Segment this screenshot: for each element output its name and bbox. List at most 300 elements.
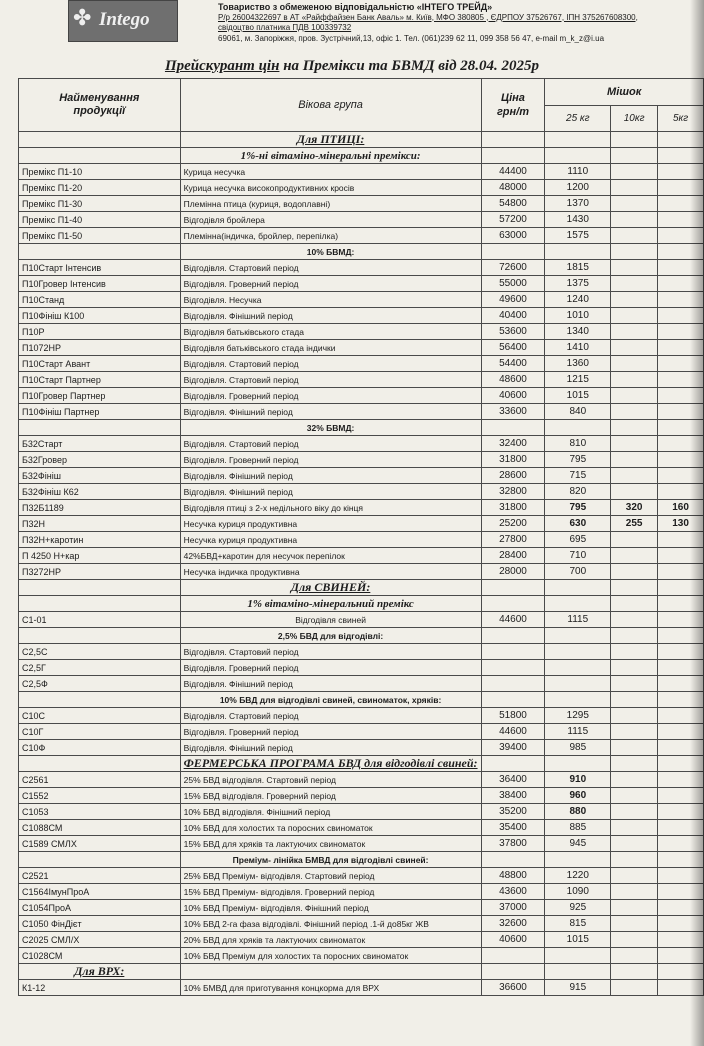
product-code: Премікс П1-10 bbox=[19, 164, 181, 180]
age-group: Відгодівля батьківського стада bbox=[180, 324, 481, 340]
section-title: 10% БВД для відгодівлі свиней, свиноматок, хряків: bbox=[180, 692, 481, 708]
bag-25kg-price: 1015 bbox=[545, 388, 611, 404]
section-left-cell bbox=[19, 244, 181, 260]
subsection-header-row bbox=[19, 244, 704, 260]
empty-cell bbox=[481, 596, 545, 612]
table-row bbox=[19, 484, 704, 500]
bag-25kg-price: 1815 bbox=[545, 260, 611, 276]
section-title: 1%-ні вітаміно-мінеральні премікси: bbox=[180, 148, 481, 164]
product-code: С2561 bbox=[19, 772, 181, 788]
empty-cell bbox=[545, 132, 611, 148]
section-header-row bbox=[19, 964, 704, 980]
bag-10kg-price bbox=[611, 916, 658, 932]
age-group: 15% БВД для хряків та лактуючих свиноматок bbox=[180, 836, 481, 852]
price-per-ton: 31800 bbox=[481, 452, 545, 468]
age-group: Курица несучка високопродуктивних кросів bbox=[180, 180, 481, 196]
bag-25kg-price: 985 bbox=[545, 740, 611, 756]
bag-25kg-price: 1090 bbox=[545, 884, 611, 900]
product-code: С1552 bbox=[19, 788, 181, 804]
table-row bbox=[19, 820, 704, 836]
price-per-ton: 49600 bbox=[481, 292, 545, 308]
table-row bbox=[19, 212, 704, 228]
table-row bbox=[19, 788, 704, 804]
age-group: Відгодівля. Несучка bbox=[180, 292, 481, 308]
bag-10kg-price bbox=[611, 836, 658, 852]
product-code: П10Старт Авант bbox=[19, 356, 181, 372]
table-row bbox=[19, 452, 704, 468]
bag-25kg-price: 810 bbox=[545, 436, 611, 452]
table-row bbox=[19, 564, 704, 580]
table-row bbox=[19, 324, 704, 340]
empty-cell bbox=[545, 964, 611, 980]
age-group: Відгодівля. Стартовий період bbox=[180, 708, 481, 724]
table-row bbox=[19, 388, 704, 404]
age-group: 25% БВД Преміум- відгодівля. Стартовий період bbox=[180, 868, 481, 884]
age-group: Відгодівля бройлера bbox=[180, 212, 481, 228]
section-left-cell bbox=[19, 132, 181, 148]
company-name: Товариство з обмеженою відповідальністю «ІНТЕГО ТРЕЙД» bbox=[218, 2, 493, 12]
table-row bbox=[19, 676, 704, 692]
age-group: Племінна(індичка, бройлер, перепілка) bbox=[180, 228, 481, 244]
price-per-ton: 28400 bbox=[481, 548, 545, 564]
table-row bbox=[19, 612, 704, 628]
header-age-group: Вікова група bbox=[180, 79, 481, 132]
bag-25kg-price bbox=[545, 644, 611, 660]
bag-10kg-price bbox=[611, 468, 658, 484]
section-left-cell bbox=[19, 420, 181, 436]
price-per-ton: 72600 bbox=[481, 260, 545, 276]
page-edge-shadow bbox=[690, 0, 704, 1046]
price-per-ton: 37800 bbox=[481, 836, 545, 852]
table-row bbox=[19, 340, 704, 356]
bag-25kg-price bbox=[545, 660, 611, 676]
bag-10kg-price bbox=[611, 260, 658, 276]
age-group: Несучка індичка продуктивна bbox=[180, 564, 481, 580]
table-row bbox=[19, 196, 704, 212]
age-group: Відгодівля птиці з 2-х недільного віку до кінця bbox=[180, 500, 481, 516]
table-header-row bbox=[19, 79, 704, 106]
age-group: 10% БВД відгодівля. Фінішний період bbox=[180, 804, 481, 820]
section-title: ФЕРМЕРСЬКА ПРОГРАМА БВД для відгодівлі свиней: bbox=[180, 756, 481, 772]
product-code: П32Н bbox=[19, 516, 181, 532]
age-group: Відгодівля. Стартовий період bbox=[180, 260, 481, 276]
bag-10kg-price bbox=[611, 308, 658, 324]
bag-10kg-price bbox=[611, 212, 658, 228]
bag-25kg-price: 885 bbox=[545, 820, 611, 836]
price-per-ton: 54400 bbox=[481, 356, 545, 372]
price-per-ton: 44600 bbox=[481, 724, 545, 740]
price-per-ton: 55000 bbox=[481, 276, 545, 292]
bag-25kg-price: 925 bbox=[545, 900, 611, 916]
price-per-ton: 54800 bbox=[481, 196, 545, 212]
empty-cell bbox=[545, 692, 611, 708]
product-code: П10Станд bbox=[19, 292, 181, 308]
table-row bbox=[19, 436, 704, 452]
bag-10kg-price bbox=[611, 228, 658, 244]
price-per-ton: 31800 bbox=[481, 500, 545, 516]
section-left-cell bbox=[19, 756, 181, 772]
price-per-ton: 63000 bbox=[481, 228, 545, 244]
price-per-ton: 27800 bbox=[481, 532, 545, 548]
product-code: П10Старт Інтенсив bbox=[19, 260, 181, 276]
bag-10kg-price bbox=[611, 788, 658, 804]
section-header-row bbox=[19, 132, 704, 148]
product-code: С2,5С bbox=[19, 644, 181, 660]
table-row bbox=[19, 660, 704, 676]
empty-cell bbox=[611, 692, 658, 708]
price-per-ton: 51800 bbox=[481, 708, 545, 724]
table-row bbox=[19, 900, 704, 916]
bag-10kg-price bbox=[611, 340, 658, 356]
bag-25kg-price: 840 bbox=[545, 404, 611, 420]
section-left-cell bbox=[19, 148, 181, 164]
empty-cell bbox=[481, 756, 545, 772]
age-group: Відгодівля. Стартовий період bbox=[180, 644, 481, 660]
bag-10kg-price bbox=[611, 884, 658, 900]
empty-cell bbox=[611, 244, 658, 260]
bag-25kg-price: 1360 bbox=[545, 356, 611, 372]
bag-25kg-price: 1220 bbox=[545, 868, 611, 884]
table-row bbox=[19, 532, 704, 548]
section-header-row bbox=[19, 756, 704, 772]
price-per-ton: 56400 bbox=[481, 340, 545, 356]
age-group: Відгодівля. Фінішний період bbox=[180, 468, 481, 484]
product-code: П10Фініш Партнер bbox=[19, 404, 181, 420]
age-group: 25% БВД відгодівля. Стартовий період bbox=[180, 772, 481, 788]
age-group: Відгодівля. Фінішний період bbox=[180, 404, 481, 420]
bag-25kg-price: 710 bbox=[545, 548, 611, 564]
price-per-ton: 40600 bbox=[481, 932, 545, 948]
header-bag-5: 5кг bbox=[658, 106, 704, 132]
bag-10kg-price bbox=[611, 900, 658, 916]
age-group: Племінна птица (куриця, водоплавні) bbox=[180, 196, 481, 212]
product-code: Б32Фініш К62 bbox=[19, 484, 181, 500]
bag-10kg-price bbox=[611, 388, 658, 404]
product-code: П10Старт Партнер bbox=[19, 372, 181, 388]
bag-10kg-price bbox=[611, 548, 658, 564]
age-group: Відгодівля. Фінішний період bbox=[180, 308, 481, 324]
header-bag-10: 10кг bbox=[611, 106, 658, 132]
bag-10kg-price bbox=[611, 484, 658, 500]
bag-25kg-price: 700 bbox=[545, 564, 611, 580]
product-code: Премікс П1-30 bbox=[19, 196, 181, 212]
bag-25kg-price: 630 bbox=[545, 516, 611, 532]
bag-10kg-price bbox=[611, 564, 658, 580]
bag-5kg-price: 130 bbox=[658, 516, 704, 532]
bag-25kg-price: 820 bbox=[545, 484, 611, 500]
bag-10kg-price bbox=[611, 532, 658, 548]
bag-5kg-price: 160 bbox=[658, 500, 704, 516]
bag-10kg-price bbox=[611, 452, 658, 468]
price-per-ton: 33600 bbox=[481, 404, 545, 420]
bag-10kg-price bbox=[611, 980, 658, 996]
product-code: П 4250 Н+кар bbox=[19, 548, 181, 564]
price-per-ton: 36600 bbox=[481, 980, 545, 996]
price-per-ton: 37000 bbox=[481, 900, 545, 916]
subsection-header-row bbox=[19, 420, 704, 436]
age-group: Відгодівля. Гроверний період bbox=[180, 724, 481, 740]
age-group: 10% БМВД для приготування концкорма для ВРХ bbox=[180, 980, 481, 996]
section-title: Для ВРХ: bbox=[19, 964, 181, 980]
age-group: Відгодівля батьківського стада індички bbox=[180, 340, 481, 356]
empty-cell bbox=[611, 756, 658, 772]
bag-10kg-price: 320 bbox=[611, 500, 658, 516]
age-group: 15% БВД Преміум- відгодівля. Гроверний період bbox=[180, 884, 481, 900]
age-group: 10% БВД для холостих та поросних свиноматок bbox=[180, 820, 481, 836]
age-group: 10% БВД 2-га фаза відгодівлі. Фінішний період .1-й до85кг ЖВ bbox=[180, 916, 481, 932]
product-code: С1088СМ bbox=[19, 820, 181, 836]
product-code: С1050 ФінДієт bbox=[19, 916, 181, 932]
product-code: П10Р bbox=[19, 324, 181, 340]
price-per-ton bbox=[481, 644, 545, 660]
section-title: Для СВИНЕЙ: bbox=[180, 580, 481, 596]
bag-25kg-price: 1010 bbox=[545, 308, 611, 324]
contact-address: 69061, м. Запоріжжя, пров. Зустрічний,13, офіс 1. Тел. (061)239 62 11, 099 358 56 47, e-mail m_k_z@i.ua bbox=[218, 33, 605, 43]
header-price bbox=[481, 79, 545, 132]
title-main: Прейскурант цін bbox=[164, 58, 280, 74]
header-name-line2: продукції bbox=[73, 105, 126, 117]
empty-cell bbox=[481, 132, 545, 148]
section-left-cell bbox=[19, 692, 181, 708]
age-group: Курица несучка bbox=[180, 164, 481, 180]
product-code: Б32Старт bbox=[19, 436, 181, 452]
section-title: 2,5% БВД для відгодівлі: bbox=[180, 628, 481, 644]
header-product-name bbox=[19, 79, 181, 132]
product-code: С1564ІмунПроА bbox=[19, 884, 181, 900]
product-code: С1589 СМЛХ bbox=[19, 836, 181, 852]
price-per-ton: 48600 bbox=[481, 372, 545, 388]
age-group: Відгодівля. Стартовий період bbox=[180, 436, 481, 452]
section-left-cell bbox=[19, 580, 181, 596]
bag-25kg-price: 1115 bbox=[545, 724, 611, 740]
subsection-header-row bbox=[19, 148, 704, 164]
product-code: С2025 СМЛ/Х bbox=[19, 932, 181, 948]
price-per-ton: 44400 bbox=[481, 164, 545, 180]
table-row bbox=[19, 468, 704, 484]
empty-cell bbox=[545, 628, 611, 644]
bag-25kg-price: 910 bbox=[545, 772, 611, 788]
empty-cell bbox=[481, 580, 545, 596]
table-row bbox=[19, 308, 704, 324]
product-code: П32Н+каротин bbox=[19, 532, 181, 548]
age-group: Несучка куриця продуктивна bbox=[180, 532, 481, 548]
empty-cell bbox=[545, 852, 611, 868]
bag-10kg-price bbox=[611, 356, 658, 372]
age-group: 42%БВД+каротин для несучок перепілок bbox=[180, 548, 481, 564]
table-row bbox=[19, 836, 704, 852]
table-row bbox=[19, 500, 704, 516]
section-left-cell bbox=[19, 596, 181, 612]
subsection-header-row bbox=[19, 628, 704, 644]
age-group: Відгодівля. Стартовий період bbox=[180, 372, 481, 388]
bag-10kg-price bbox=[611, 932, 658, 948]
empty-cell bbox=[545, 756, 611, 772]
bag-10kg-price bbox=[611, 612, 658, 628]
bag-10kg-price bbox=[611, 436, 658, 452]
product-code: К1-12 bbox=[19, 980, 181, 996]
bag-10kg-price bbox=[611, 404, 658, 420]
table-row bbox=[19, 404, 704, 420]
table-row bbox=[19, 884, 704, 900]
section-title: 32% БВМД: bbox=[180, 420, 481, 436]
product-code: П1072НР bbox=[19, 340, 181, 356]
bag-25kg-price: 1295 bbox=[545, 708, 611, 724]
table-row bbox=[19, 772, 704, 788]
section-title: 1% вітаміно-мінеральний премікс bbox=[180, 596, 481, 612]
bag-10kg-price bbox=[611, 724, 658, 740]
bag-25kg-price bbox=[545, 948, 611, 964]
empty-cell bbox=[481, 692, 545, 708]
subsection-header-row bbox=[19, 692, 704, 708]
price-per-ton: 28600 bbox=[481, 468, 545, 484]
product-code: С1028СМ bbox=[19, 948, 181, 964]
age-group: 15% БВД відгодівля. Гроверний період bbox=[180, 788, 481, 804]
bag-25kg-price: 880 bbox=[545, 804, 611, 820]
age-group: 10% БВД Преміум- відгодівля. Фінішний період bbox=[180, 900, 481, 916]
product-code: С10Г bbox=[19, 724, 181, 740]
product-code: С2,5Г bbox=[19, 660, 181, 676]
price-per-ton: 48000 bbox=[481, 180, 545, 196]
price-per-ton: 25200 bbox=[481, 516, 545, 532]
table-row bbox=[19, 292, 704, 308]
empty-cell bbox=[481, 148, 545, 164]
bag-25kg-price: 945 bbox=[545, 836, 611, 852]
bag-25kg-price: 1410 bbox=[545, 340, 611, 356]
bag-10kg-price bbox=[611, 164, 658, 180]
empty-cell bbox=[481, 628, 545, 644]
bag-10kg-price bbox=[611, 324, 658, 340]
price-per-ton: 35400 bbox=[481, 820, 545, 836]
bag-25kg-price: 1240 bbox=[545, 292, 611, 308]
table-row bbox=[19, 164, 704, 180]
price-per-ton: 28000 bbox=[481, 564, 545, 580]
empty-cell bbox=[545, 244, 611, 260]
empty-cell bbox=[611, 580, 658, 596]
section-title: 10% БВМД: bbox=[180, 244, 481, 260]
bag-25kg-price: 1015 bbox=[545, 932, 611, 948]
company-header bbox=[218, 2, 688, 44]
table-row bbox=[19, 356, 704, 372]
product-code: Премікс П1-20 bbox=[19, 180, 181, 196]
bag-25kg-price: 1430 bbox=[545, 212, 611, 228]
product-code: С1054ПроА bbox=[19, 900, 181, 916]
table-row bbox=[19, 948, 704, 964]
age-group: 10% БВД Преміум для холостих та поросних свиноматок bbox=[180, 948, 481, 964]
price-per-ton: 36400 bbox=[481, 772, 545, 788]
empty-cell bbox=[481, 852, 545, 868]
bag-10kg-price bbox=[611, 772, 658, 788]
product-code: П10Фініш К100 bbox=[19, 308, 181, 324]
empty-cell bbox=[545, 596, 611, 612]
bag-25kg-price bbox=[545, 676, 611, 692]
price-per-ton: 48800 bbox=[481, 868, 545, 884]
product-code: П10Гровер Партнер bbox=[19, 388, 181, 404]
section-left-cell bbox=[19, 628, 181, 644]
product-code: С1053 bbox=[19, 804, 181, 820]
empty-cell bbox=[481, 244, 545, 260]
table-row bbox=[19, 740, 704, 756]
price-sheet bbox=[18, 78, 704, 996]
age-group: Відгодівля. Гроверний період bbox=[180, 452, 481, 468]
age-group: Відгодівля. Гроверний період bbox=[180, 276, 481, 292]
product-code: С10С bbox=[19, 708, 181, 724]
price-per-ton: 44600 bbox=[481, 612, 545, 628]
header-price-line1: Ціна bbox=[501, 92, 525, 104]
bag-10kg-price bbox=[611, 180, 658, 196]
age-group: Відгодівля. Стартовий період bbox=[180, 356, 481, 372]
bag-25kg-price: 1215 bbox=[545, 372, 611, 388]
table-row bbox=[19, 932, 704, 948]
section-header-row bbox=[19, 580, 704, 596]
bag-10kg-price bbox=[611, 676, 658, 692]
table-row bbox=[19, 724, 704, 740]
age-group: Відгодівля. Гроверний період bbox=[180, 388, 481, 404]
header-name-line1: Найменування bbox=[59, 92, 140, 104]
vat-certificate: свідоцтво платника ПДВ 100339732 bbox=[218, 23, 352, 32]
section-left-cell bbox=[19, 852, 181, 868]
section-title: Для ПТИЦІ: bbox=[180, 132, 481, 148]
table-row bbox=[19, 868, 704, 884]
header-bag-25: 25 кг bbox=[545, 106, 611, 132]
empty-cell bbox=[611, 148, 658, 164]
price-per-ton bbox=[481, 660, 545, 676]
section-right-cell bbox=[180, 964, 481, 980]
price-per-ton: 57200 bbox=[481, 212, 545, 228]
age-group: Відгодівля. Гроверний період bbox=[180, 660, 481, 676]
price-per-ton bbox=[481, 948, 545, 964]
subsection-header-row bbox=[19, 596, 704, 612]
bag-25kg-price: 1575 bbox=[545, 228, 611, 244]
empty-cell bbox=[611, 132, 658, 148]
price-table bbox=[18, 78, 704, 996]
table-row bbox=[19, 916, 704, 932]
bank-details: Р/р 26004322697 в АТ «Райффайзен Банк Аваль» м. Київ, МФО 380805 , ЄДРПОУ 37526767, ІПН 375267608300, bbox=[218, 12, 638, 22]
bag-25kg-price: 1115 bbox=[545, 612, 611, 628]
age-group: Відгодівля. Фінішний період bbox=[180, 740, 481, 756]
bag-25kg-price: 815 bbox=[545, 916, 611, 932]
bag-25kg-price: 1340 bbox=[545, 324, 611, 340]
table-row bbox=[19, 708, 704, 724]
product-code: С1-01 bbox=[19, 612, 181, 628]
table-row bbox=[19, 980, 704, 996]
product-code: Б32Гровер bbox=[19, 452, 181, 468]
bag-10kg-price bbox=[611, 196, 658, 212]
price-per-ton: 40600 bbox=[481, 388, 545, 404]
table-row bbox=[19, 180, 704, 196]
price-per-ton: 32800 bbox=[481, 484, 545, 500]
product-code: Премікс П1-40 bbox=[19, 212, 181, 228]
bag-25kg-price: 960 bbox=[545, 788, 611, 804]
bag-10kg-price bbox=[611, 660, 658, 676]
bag-10kg-price: 255 bbox=[611, 516, 658, 532]
bag-10kg-price bbox=[611, 868, 658, 884]
subsection-header-row bbox=[19, 852, 704, 868]
empty-cell bbox=[611, 964, 658, 980]
table-row bbox=[19, 276, 704, 292]
product-code: Премікс П1-50 bbox=[19, 228, 181, 244]
age-group: Відгодівля свиней bbox=[180, 612, 481, 628]
price-per-ton: 32600 bbox=[481, 916, 545, 932]
price-per-ton: 32400 bbox=[481, 436, 545, 452]
logo-text: Intego bbox=[99, 9, 150, 30]
product-code: С2521 bbox=[19, 868, 181, 884]
title-rest: на Премікси та БВМД від 28.04. 2025р bbox=[283, 58, 540, 74]
empty-cell bbox=[545, 580, 611, 596]
table-row bbox=[19, 548, 704, 564]
product-code: П32Б1189 bbox=[19, 500, 181, 516]
bag-10kg-price bbox=[611, 804, 658, 820]
bag-10kg-price bbox=[611, 708, 658, 724]
